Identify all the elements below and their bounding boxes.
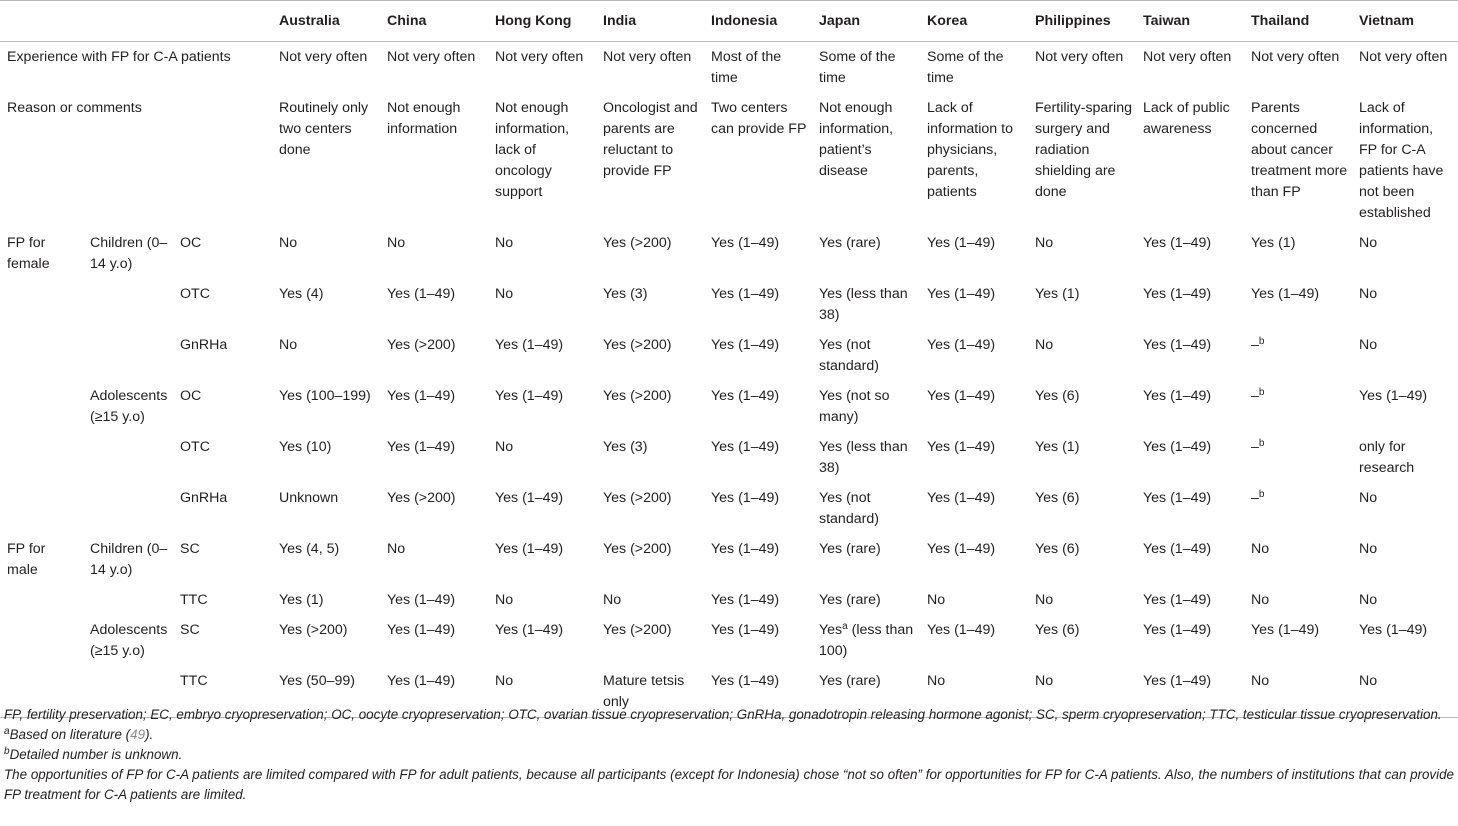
- header-taiwan: Taiwan: [1136, 1, 1244, 42]
- footnote-a: [4, 725, 1454, 745]
- table-cell: Yes (1–49): [704, 666, 812, 718]
- table-cell: Yes (>200): [387, 337, 456, 353]
- method-label: SC: [180, 622, 200, 638]
- table-cell: Yes (4, 5): [279, 541, 340, 557]
- header-row: [0, 1, 1458, 42]
- table-cell: Some of the time: [819, 49, 896, 86]
- table-cell: Yes (10): [279, 439, 332, 455]
- table-cell: No: [1359, 592, 1378, 608]
- table-cell: Yes (1–49): [495, 541, 564, 557]
- table-cell: Yes (1–49): [495, 388, 564, 404]
- table-cell: No: [495, 592, 514, 608]
- table-cell: Yes (less than 38): [819, 286, 908, 323]
- table-cell: Yes (1–49): [927, 541, 996, 557]
- table-cell: No: [603, 592, 622, 608]
- table-cell: No: [1028, 666, 1136, 718]
- table-cell: Unknown: [279, 490, 339, 506]
- footnote-marker-b: b: [1258, 387, 1265, 398]
- table-cell: Yes (1–49): [387, 439, 456, 455]
- table-cell: Yes (rare): [812, 666, 920, 718]
- header-thailand: Thailand: [1244, 1, 1352, 42]
- table-cell: No: [1359, 337, 1378, 353]
- table-cell: Yes (1): [1035, 439, 1080, 455]
- table-cell: Some of the time: [927, 49, 1004, 86]
- table-cell: Yes (>200): [603, 622, 672, 638]
- table-cell: Yes (1–49): [1359, 622, 1428, 638]
- table-cell: Yes (1–49): [927, 490, 996, 506]
- footnote-summary: The opportunities of FP for C-A patients are limited compared with FP for adult patients, because all participants (except for Indonesia) chose “not so often” for opportunities for FP for C-A patients. Also, the numbers of institutions that can provide FP treatment for C-A patients are limited.: [4, 767, 1454, 802]
- cell-value-suffix: (less than 100): [819, 622, 914, 659]
- table-cell: Yes (1–49): [1251, 622, 1320, 638]
- table-cell: Yes (1–49): [1136, 666, 1244, 718]
- footnote-a-text-post: ).: [145, 727, 154, 742]
- table-cell: Yes (1–49): [927, 337, 996, 353]
- table-cell: Yes (rare): [819, 541, 881, 557]
- table-cell: Yes (1–49): [1143, 286, 1212, 302]
- table-cell: Yes (1–49): [711, 388, 780, 404]
- table-cell: Yes (less than 38): [819, 439, 908, 476]
- table-cell: [1244, 483, 1352, 534]
- table-cell: Yes (1): [1035, 286, 1080, 302]
- table-cell: Yes (1–49): [380, 666, 488, 718]
- row-label: Experience with FP for C-A patients: [7, 49, 231, 65]
- table-cell: Yes (6): [1035, 622, 1080, 638]
- table-row-male-children-ttc: [0, 585, 1458, 615]
- table-cell: only for research: [1359, 439, 1415, 476]
- table-cell: No: [1035, 235, 1054, 251]
- method-label: SC: [180, 541, 200, 557]
- table-cell: Yes (1): [279, 592, 324, 608]
- table-cell: [1244, 330, 1352, 381]
- table-cell: Not very often: [495, 49, 584, 65]
- table-cell: Yes (1–49): [711, 622, 780, 638]
- table-cell: Not very often: [1035, 49, 1124, 65]
- method-label: OC: [180, 235, 202, 251]
- footnote-abbreviations: FP, fertility preservation; EC, embryo cryopreservation; OC, oocyte cryopreservation; OTC, ovarian tissue cryopreservation; GnRHa, gonadotropin releasing hormone agonist; SC, sperm cryopreservation; TTC, testicular tissue cryopreservation.: [4, 707, 1442, 722]
- header-blank: [173, 1, 272, 42]
- table-cell: Not enough information, lack of oncology support: [495, 100, 570, 200]
- table-cell: Yes (1–49): [1143, 439, 1212, 455]
- footnote-b: [4, 745, 1454, 765]
- table-row-female-adol-gnrha: [0, 483, 1458, 534]
- table-cell: Not enough information, patient’s disease: [819, 100, 894, 179]
- header-japan: Japan: [812, 1, 920, 42]
- table-cell: Fertility-sparing surgery and radiation shielding are done: [1035, 100, 1132, 200]
- table-cell: Yes (>200): [603, 541, 672, 557]
- table-cell: No: [1359, 490, 1378, 506]
- method-label: OTC: [180, 439, 210, 455]
- table-cell: Yes (1–49): [711, 439, 780, 455]
- table-cell: Yes (1–49): [1143, 388, 1212, 404]
- footnote-marker-b: b: [1258, 489, 1265, 500]
- table-cell: Yes (1–49): [387, 388, 456, 404]
- footnote-marker-b: b: [1258, 336, 1265, 347]
- table-row-male-adol-sc: [0, 615, 1458, 666]
- table-cell: No: [1359, 541, 1378, 557]
- method-label: GnRHa: [180, 490, 228, 506]
- table-cell: Yes (1–49): [927, 439, 996, 455]
- table-cell: Yes (>200): [603, 235, 672, 251]
- table-cell: Yes (3): [603, 286, 648, 302]
- table-footnotes: [4, 705, 1454, 805]
- table-cell: Not enough information: [387, 100, 461, 137]
- cell-value: –: [1251, 388, 1259, 404]
- table-cell: Yes (1–49): [927, 388, 996, 404]
- method-label: OTC: [180, 286, 210, 302]
- table-cell: Yes (not so many): [819, 388, 890, 425]
- table-cell: Parents concerned about cancer treatment more than FP: [1251, 100, 1348, 200]
- table-cell: Yes (1–49): [711, 592, 780, 608]
- table-cell: Yes (>200): [387, 490, 456, 506]
- table-cell: [812, 615, 920, 666]
- table-cell: Mature tetsis only: [596, 666, 704, 718]
- table-cell: Yes (1–49): [1143, 337, 1212, 353]
- table-cell: Most of the time: [711, 49, 782, 86]
- table-cell: No: [1035, 592, 1054, 608]
- table-cell: No: [1352, 666, 1458, 718]
- table-cell: Not very often: [603, 49, 692, 65]
- table-cell: No: [495, 439, 514, 455]
- table-cell: Yes (1–49): [1143, 622, 1212, 638]
- table-cell: No: [495, 235, 514, 251]
- table-cell: Yes (1–49): [495, 490, 564, 506]
- header-indonesia: Indonesia: [704, 1, 812, 42]
- table-cell: [1244, 381, 1352, 432]
- table-row-experience: [0, 42, 1458, 94]
- footnote-letter-a: a: [4, 726, 10, 737]
- table-cell: No: [488, 666, 596, 718]
- table-row-reason: [0, 93, 1458, 228]
- table-cell: Yes (1–49): [711, 541, 780, 557]
- age-label-children: Children (0–14 y.o): [90, 235, 168, 272]
- table-row-male-children-sc: [0, 534, 1458, 585]
- table-cell: Lack of public awareness: [1143, 100, 1230, 137]
- table-cell: Yes (1–49): [711, 337, 780, 353]
- table-cell: Yes (4): [279, 286, 324, 302]
- table-cell: Yes (1–49): [1143, 235, 1212, 251]
- table-cell: Yes (rare): [819, 592, 881, 608]
- table-cell: Yes (1): [1251, 235, 1296, 251]
- table-cell: Yes (50–99): [272, 666, 380, 718]
- method-label: OC: [180, 388, 202, 404]
- header-blank: [83, 1, 173, 42]
- header-china: China: [380, 1, 488, 42]
- table-cell: No: [387, 541, 406, 557]
- table-cell: Lack of information to physicians, parents, patients: [927, 100, 1013, 200]
- table-cell: Yes (1–49): [1143, 541, 1212, 557]
- table-cell: Yes (6): [1035, 541, 1080, 557]
- table-cell: Yes (100–199): [279, 388, 371, 404]
- table-cell: Not very often: [387, 49, 476, 65]
- table-cell: Yes (1–49): [927, 286, 996, 302]
- table-cell: Yes (1–49): [1143, 490, 1212, 506]
- table-cell: Yes (1–49): [1251, 286, 1320, 302]
- footnote-a-text-pre: Based on literature (: [9, 727, 131, 742]
- table-cell: No: [1244, 666, 1352, 718]
- table-cell: Yes (1–49): [927, 622, 996, 638]
- footnote-b-text: Detailed number is unknown.: [9, 747, 183, 762]
- table-cell: Lack of information, FP for C-A patients have not been established: [1359, 100, 1444, 221]
- cell-value: –: [1251, 439, 1259, 455]
- method-label: TTC: [180, 592, 208, 608]
- reference-link[interactable]: 49: [130, 727, 146, 742]
- age-label-adolescents: Adolescents (≥15 y.o): [90, 622, 168, 659]
- table-cell: No: [1359, 235, 1378, 251]
- table-cell: Yes (1–49): [1359, 388, 1428, 404]
- table-row-female-children-oc: [0, 228, 1458, 279]
- cell-value: –: [1251, 337, 1259, 353]
- table-cell: No: [495, 286, 514, 302]
- table-cell: Yes (1–49): [927, 235, 996, 251]
- table-cell: Yes (>200): [603, 388, 672, 404]
- group-label-male: FP for male: [7, 541, 46, 578]
- table-cell: Yes (6): [1035, 388, 1080, 404]
- group-label-female: FP for female: [7, 235, 50, 272]
- table-cell: Yes (not standard): [819, 490, 879, 527]
- table-cell: Yes (>200): [279, 622, 348, 638]
- table-row-female-children-otc: [0, 279, 1458, 330]
- table-cell: Not very often: [1359, 49, 1448, 65]
- table-cell: Yes (1–49): [711, 235, 780, 251]
- table-cell: Yes (1–49): [495, 622, 564, 638]
- header-vietnam: Vietnam: [1352, 1, 1458, 42]
- table-cell: Yes (1–49): [495, 337, 564, 353]
- table-cell: No: [1251, 541, 1270, 557]
- footnote-marker-b: b: [1258, 438, 1265, 449]
- cell-value: –: [1251, 490, 1259, 506]
- table-cell: Yes (>200): [603, 337, 672, 353]
- age-label-adolescents: Adolescents (≥15 y.o): [90, 388, 168, 425]
- table-cell: Yes (3): [603, 439, 648, 455]
- table-cell: Yes (1–49): [1143, 592, 1212, 608]
- table-cell: No: [279, 337, 298, 353]
- table-cell: No: [1359, 286, 1378, 302]
- table-row-female-adol-oc: [0, 381, 1458, 432]
- header-philippines: Philippines: [1028, 1, 1136, 42]
- table-cell: No: [920, 666, 1028, 718]
- method-label: TTC: [173, 666, 272, 718]
- header-hong-kong: Hong Kong: [488, 1, 596, 42]
- header-blank: [0, 1, 83, 42]
- table-cell: No: [387, 235, 406, 251]
- table-cell: Yes (>200): [603, 490, 672, 506]
- row-label: Reason or comments: [7, 100, 142, 116]
- table-cell: Oncologist and parents are reluctant to provide FP: [603, 100, 698, 179]
- table-cell: Yes (1–49): [387, 286, 456, 302]
- table-cell: Yes (1–49): [387, 622, 456, 638]
- table-cell: No: [1251, 592, 1270, 608]
- table-cell: Not very often: [1251, 49, 1340, 65]
- table-cell: No: [927, 592, 946, 608]
- table-cell: Not very often: [279, 49, 368, 65]
- age-label-children: Children (0–14 y.o): [90, 541, 168, 578]
- footnote-letter-b: b: [4, 746, 10, 757]
- table-cell: No: [1035, 337, 1054, 353]
- header-india: India: [596, 1, 704, 42]
- table-cell: Two centers can provide FP: [711, 100, 807, 137]
- table-cell: No: [279, 235, 298, 251]
- method-label: GnRHa: [180, 337, 228, 353]
- header-korea: Korea: [920, 1, 1028, 42]
- table-cell: Yes (1–49): [711, 490, 780, 506]
- table-cell: Yes (1–49): [387, 592, 456, 608]
- table-row-female-adol-otc: [0, 432, 1458, 483]
- footnote-marker-a: a: [842, 621, 848, 632]
- header-australia: Australia: [272, 1, 380, 42]
- table-row-female-children-gnrha: [0, 330, 1458, 381]
- table-cell: Yes (6): [1035, 490, 1080, 506]
- table-cell: Routinely only two centers done: [279, 100, 369, 158]
- table-cell: Yes (1–49): [711, 286, 780, 302]
- cell-value: Yes: [819, 622, 843, 638]
- table-cell: [1244, 432, 1352, 483]
- table-cell: Yes (not standard): [819, 337, 879, 374]
- table-cell: Not very often: [1143, 49, 1232, 65]
- table-cell: Yes (rare): [819, 235, 881, 251]
